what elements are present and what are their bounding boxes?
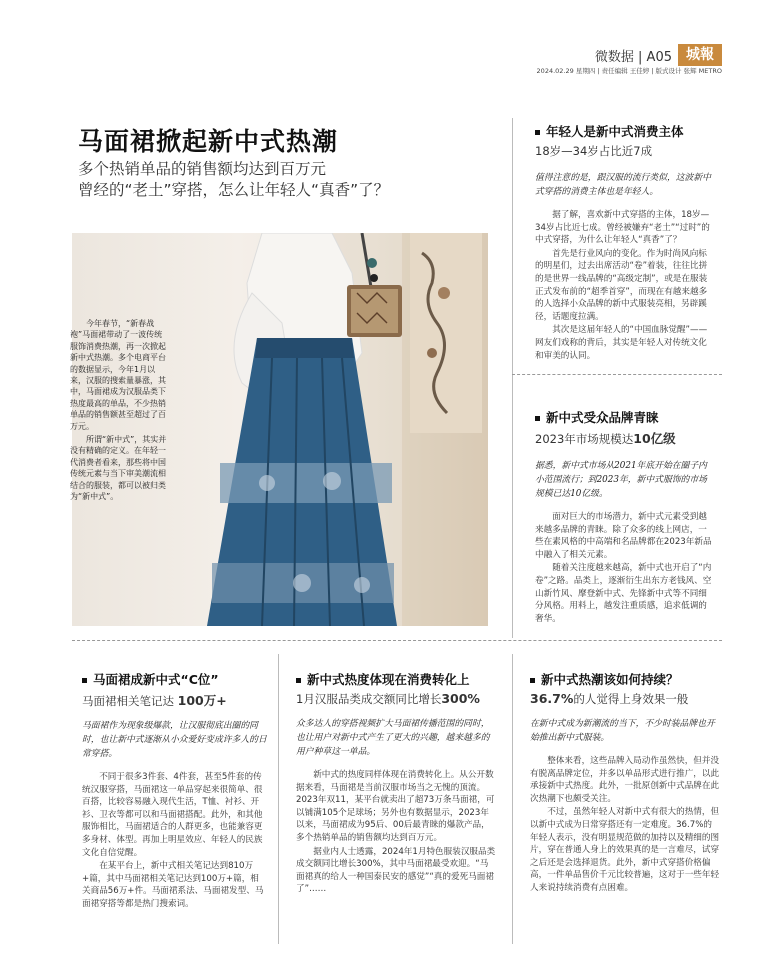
newspaper-logo: 城報 [678,44,722,66]
section-subtitle [296,691,496,707]
section-title [82,670,267,688]
subheadline-2: 曾经的“老土”穿搭，怎么让年轻人“真香”了？ [78,181,390,199]
section-title [530,670,720,688]
subtitle-number: 36.7% [530,691,574,706]
body-paragraph: 不同于很多3件套、4件套，甚至5件套的传统汉服穿搭，马面裙这一单品穿起来很简单、很百搭，比较容易融入现代生活，T恤、衬衫、开衫、卫衣等都可以和马面裙搭配。此外，和其他服饰相比，马面裙适合的人群更多，也能兼容更多身材、体型。再加上明星效应、年轻人的民族文化自信觉醒。 [82,772,263,858]
section-divider [72,640,722,641]
body-paragraph: 首先是行业风向的变化。作为时尚风向标的明星们，过去出席活动“卷”着装，往往比拼的是世界一线品牌的“高级定制”，或是在服装正式发布前的“超季首穿”，而现在有越来越多的人选择小众品牌的新中式服装亮相，另辟蹊径，话题度拉满。 [535,248,708,322]
section-title [296,670,496,688]
section-divider [512,374,722,375]
subtitle-number: 100万+ [177,693,227,708]
overlay-paragraph: 所谓“新中式”，其实并没有精确的定义。在年轻一代消费者看来，那些将中国传统元素与当下审美潮流相结合的服装，都可以被归类为“新中式”。 [70,435,167,502]
subtitle-text: 的人觉得上身效果一般 [573,692,689,706]
body-paragraph: 不过，虽然年轻人对新中式有很大的热情，但以新中式成为日常穿搭还有一定难度。36.7%的年轻人表示，没有明显规范做的加持以及精细的图片，穿在普通人身上的效果真的是一言难尽，试穿之后还是会选择退货。此外，新中式穿搭价格偏高，一件单品售价千元比较普遍，这对于一些年轻人来说持续消费有点困难。 [530,807,720,893]
subheadline-1: 多个热销单品的销售额均达到百万元 [78,160,327,178]
section-subtitle: 18岁—34岁占比近7成 [535,144,653,158]
body-paragraph: 据业内人士透露，2024年1月特色服装汉服品类成交额同比增长300%，其中马面裙最受欢迎。“马面裙真的给人一种国泰民安的感觉”“真的爱死马面裙了”…… [296,846,496,895]
section-title-text: 新中式受众品牌青睐 [546,410,659,425]
section-consumption [296,670,496,897]
section-brands [535,408,715,626]
section-subtitle [82,691,267,709]
section-lead: 马面裙作为现象级爆款，让汉服彻底出圈的同时，也让新中式逐渐从小众爱好变成许多人的日常穿搭。 [82,721,267,759]
section-sustain [530,670,720,896]
section-lead: 众多达人的穿搭视频扩大马面裙传播范围的同时，也让用户对新中式产生了更大的兴趣，越来越多的用户种草这一单品。 [296,719,490,757]
subtitle-text: 2023年市场规模达 [535,432,634,446]
section-title [535,122,715,140]
subtitle-number: 300% [441,691,480,706]
section-subtitle [535,429,715,447]
body-paragraph: 面对巨大的市场潜力，新中式元素受到越来越多品牌的青睐。除了众多的线上网店，一些在素风格的中高端和名品牌都在2023年新品中融入了相关元素。 [535,512,712,560]
headline: 马面裙掀起新中式热潮 [78,127,339,156]
body-paragraph: 在某平台上，新中式相关笔记达到810万+篇，其中马面裙相关笔记达到100万+篇，相关商品56万+件。马面裙系法、马面裙发型、马面裙穿搭等都是热门搜索词。 [82,861,264,909]
section-lead: 在新中式成为新潮流的当下，不少时装品牌也开始推出新中式服装。 [530,719,715,743]
column-divider [512,654,513,944]
issue-meta: 2024.02.29 星期四 | 责任编辑 王佳婷 | 版式设计 张辉 METRO [536,67,722,75]
section-label: 微数据 | A05 [594,50,672,65]
section-subtitle [530,691,720,707]
body-paragraph: 据了解，喜欢新中式穿搭的主体，18岁—34岁占比近七成。曾经被嫌弃“老土”“过时”的中式穿搭，为什么让年轻人“真香”了？ [535,210,710,246]
body-paragraph: 整体来看，这些品牌入局动作虽然快，但并没有脱离品牌定位，并多以单品形式进行推广，以此承接新中式热度。此外，一批原创新中式品牌在此次热潮下也颇受关注。 [530,756,720,804]
body-paragraph: 随着关注度越来越高，新中式也开启了“内卷”之路。品类上，逐渐衍生出东方老钱风、空山新竹风、摩登新中式、先锋新中式等不同细分风格。用料上，越发注重质感，追求低调的奢华。 [535,563,712,624]
column-divider [512,118,513,638]
section-young-consumers [535,122,715,363]
section-title [535,408,715,426]
section-title-text: 新中式热度体现在消费转化上 [307,672,470,687]
section-title-text: 年轻人是新中式消费主体 [546,124,684,139]
subtitle-text: 马面裙相关笔记达 [82,694,174,708]
photo-overlay-text [70,318,167,505]
column-divider [278,654,279,944]
body-paragraph: 新中式的热度同样体现在消费转化上。从公开数据来看，马面裙是当前汉服市场当之无愧的顶流。2023年双11，某平台就卖出了超73万条马面裙，可以铺满105个足球场；另外也有数据显示，2023年以来，马面裙成为95后、00后最青睐的爆款产品，多个热销单品的销售额均达到百万元。 [296,770,495,843]
section-title-text: 新中式热潮该如何持续？ [541,672,679,687]
section-lead: 据悉，新中式市场从2021年底开始在圈子内小范围流行；到2023年，新中式服饰的市场规模已达10亿级。 [535,461,707,499]
body-paragraph: 其次是这届年轻人的“中国血脉觉醒”——网友们戏称的背后，其实是年轻人对传统文化和审美的认同。 [535,325,708,361]
subtitle-text: 1月汉服品类成交额同比增长 [296,692,442,706]
section-title-text: 马面裙成新中式“C位” [93,672,219,687]
section-lead: 值得注意的是，跟汉服的流行类似，这波新中式穿搭的消费主体也是年轻人。 [535,173,711,197]
overlay-paragraph: 今年春节，“新春战袍”马面裙带动了一波传统服饰消费热潮，再一次掀起新中式热潮。多个电商平台的数据显示，今年1月以来，汉服的搜索量暴涨，其中，马面裙成为汉服品类下热度最高的单品，不少热销单品的销售额甚至超过了百万元。 [70,319,166,431]
subtitle-number: 10亿级 [633,431,676,446]
section-c-position [82,670,267,912]
